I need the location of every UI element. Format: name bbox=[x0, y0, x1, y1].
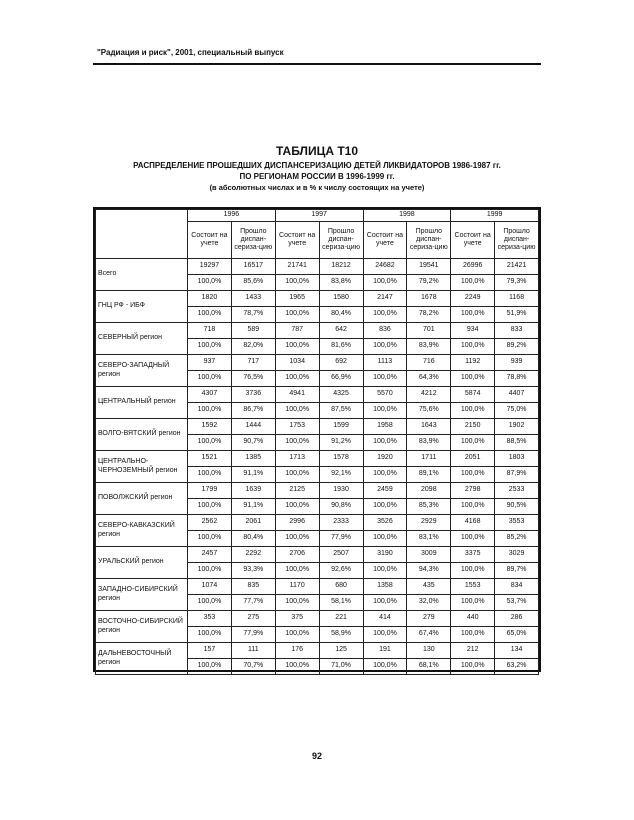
col-registered-header: Состоит на учете bbox=[188, 222, 232, 259]
examined-percent: 83,1% bbox=[407, 531, 451, 547]
examined-count: 2533 bbox=[495, 483, 539, 499]
region-label: ПОВОЛЖСКИЙ регион bbox=[96, 483, 188, 515]
registered-count: 3375 bbox=[451, 547, 495, 563]
examined-percent: 67,4% bbox=[407, 627, 451, 643]
registered-percent: 100,0% bbox=[275, 435, 319, 451]
examined-count: 680 bbox=[319, 579, 363, 595]
examined-count: 1678 bbox=[407, 291, 451, 307]
registered-percent: 100,0% bbox=[188, 275, 232, 291]
examined-percent: 80,4% bbox=[319, 307, 363, 323]
registered-count: 1753 bbox=[275, 419, 319, 435]
registered-percent: 100,0% bbox=[363, 563, 407, 579]
registered-count: 3190 bbox=[363, 547, 407, 563]
table-row-absolute bbox=[96, 483, 539, 499]
examined-percent: 94,3% bbox=[407, 563, 451, 579]
examined-percent: 89,1% bbox=[407, 467, 451, 483]
registered-count: 5570 bbox=[363, 387, 407, 403]
examined-count: 1168 bbox=[495, 291, 539, 307]
examined-count: 435 bbox=[407, 579, 451, 595]
examined-count: 3736 bbox=[231, 387, 275, 403]
examined-percent: 78,8% bbox=[495, 371, 539, 387]
registered-percent: 100,0% bbox=[363, 595, 407, 611]
examined-count: 286 bbox=[495, 611, 539, 627]
col-registered-header: Состоит на учете bbox=[451, 222, 495, 259]
registered-percent: 100,0% bbox=[451, 275, 495, 291]
table-body bbox=[96, 259, 539, 675]
region-header-cell bbox=[96, 210, 188, 259]
registered-percent: 100,0% bbox=[188, 371, 232, 387]
registered-count: 1074 bbox=[188, 579, 232, 595]
examined-count: 1639 bbox=[231, 483, 275, 499]
examined-percent: 32,0% bbox=[407, 595, 451, 611]
registered-count: 1713 bbox=[275, 451, 319, 467]
examined-count: 130 bbox=[407, 643, 451, 659]
examined-percent: 85,2% bbox=[495, 531, 539, 547]
registered-count: 937 bbox=[188, 355, 232, 371]
examined-percent: 78,7% bbox=[231, 307, 275, 323]
registered-count: 1553 bbox=[451, 579, 495, 595]
examined-count: 1930 bbox=[319, 483, 363, 499]
registered-count: 1920 bbox=[363, 451, 407, 467]
year-header: 1998 bbox=[363, 210, 451, 222]
region-label: СЕВЕРО-ЗАПАДНЫЙ регион bbox=[96, 355, 188, 387]
examined-percent: 83,9% bbox=[407, 435, 451, 451]
table-row-absolute bbox=[96, 291, 539, 307]
registered-count: 26996 bbox=[451, 259, 495, 275]
examined-count: 1711 bbox=[407, 451, 451, 467]
table-row-absolute bbox=[96, 323, 539, 339]
registered-count: 2798 bbox=[451, 483, 495, 499]
examined-count: 3553 bbox=[495, 515, 539, 531]
registered-percent: 100,0% bbox=[275, 275, 319, 291]
examined-percent: 91,2% bbox=[319, 435, 363, 451]
registered-count: 2459 bbox=[363, 483, 407, 499]
registered-percent: 100,0% bbox=[188, 307, 232, 323]
registered-percent: 100,0% bbox=[451, 627, 495, 643]
col-examined-header: Прошло диспан-сериза-цию bbox=[231, 222, 275, 259]
registered-percent: 100,0% bbox=[188, 339, 232, 355]
examined-count: 1902 bbox=[495, 419, 539, 435]
registered-count: 4307 bbox=[188, 387, 232, 403]
registered-percent: 100,0% bbox=[363, 531, 407, 547]
registered-count: 1192 bbox=[451, 355, 495, 371]
examined-percent: 77,9% bbox=[319, 531, 363, 547]
examined-percent: 70,7% bbox=[231, 659, 275, 675]
region-label: Всего bbox=[96, 259, 188, 291]
examined-count: 835 bbox=[231, 579, 275, 595]
registered-percent: 100,0% bbox=[275, 499, 319, 515]
registered-count: 4941 bbox=[275, 387, 319, 403]
registered-percent: 100,0% bbox=[363, 339, 407, 355]
registered-count: 1113 bbox=[363, 355, 407, 371]
registered-count: 2125 bbox=[275, 483, 319, 499]
registered-count: 2562 bbox=[188, 515, 232, 531]
examined-count: 1580 bbox=[319, 291, 363, 307]
registered-count: 1592 bbox=[188, 419, 232, 435]
registered-percent: 100,0% bbox=[275, 403, 319, 419]
region-label: ЦЕНТРАЛЬНЫЙ регион bbox=[96, 387, 188, 419]
region-label: ВОСТОЧНО-СИБИРСКИЙ регион bbox=[96, 611, 188, 643]
registered-percent: 100,0% bbox=[188, 595, 232, 611]
table-row-absolute bbox=[96, 451, 539, 467]
registered-count: 24682 bbox=[363, 259, 407, 275]
examined-percent: 87,9% bbox=[495, 467, 539, 483]
registered-percent: 100,0% bbox=[363, 627, 407, 643]
region-label: ВОЛГО-ВЯТСКИЙ регион bbox=[96, 419, 188, 451]
registered-percent: 100,0% bbox=[188, 403, 232, 419]
registered-percent: 100,0% bbox=[188, 563, 232, 579]
registered-count: 2150 bbox=[451, 419, 495, 435]
registered-count: 2051 bbox=[451, 451, 495, 467]
registered-count: 2457 bbox=[188, 547, 232, 563]
table-row-absolute bbox=[96, 259, 539, 275]
table-number-title: ТАБЛИЦА T10 bbox=[275, 144, 359, 158]
examined-count: 3009 bbox=[407, 547, 451, 563]
registered-percent: 100,0% bbox=[451, 371, 495, 387]
table-title-line-2: ПО РЕГИОНАМ РОССИИ В 1996-1999 гг. bbox=[239, 172, 395, 181]
registered-count: 3526 bbox=[363, 515, 407, 531]
examined-count: 125 bbox=[319, 643, 363, 659]
col-registered-header: Состоит на учете bbox=[275, 222, 319, 259]
registered-percent: 100,0% bbox=[363, 371, 407, 387]
table-row-absolute bbox=[96, 387, 539, 403]
registered-count: 375 bbox=[275, 611, 319, 627]
registered-percent: 100,0% bbox=[363, 467, 407, 483]
registered-count: 212 bbox=[451, 643, 495, 659]
registered-percent: 100,0% bbox=[451, 339, 495, 355]
table-row-absolute bbox=[96, 355, 539, 371]
examined-percent: 85,3% bbox=[407, 499, 451, 515]
registered-count: 157 bbox=[188, 643, 232, 659]
examined-percent: 92,6% bbox=[319, 563, 363, 579]
registered-count: 19297 bbox=[188, 259, 232, 275]
registered-count: 21741 bbox=[275, 259, 319, 275]
examined-percent: 92,1% bbox=[319, 467, 363, 483]
registered-percent: 100,0% bbox=[275, 467, 319, 483]
examined-count: 18212 bbox=[319, 259, 363, 275]
examined-percent: 89,2% bbox=[495, 339, 539, 355]
examined-percent: 58,1% bbox=[319, 595, 363, 611]
examined-percent: 83,8% bbox=[319, 275, 363, 291]
registered-count: 1820 bbox=[188, 291, 232, 307]
table-row-absolute bbox=[96, 547, 539, 563]
col-examined-header: Прошло диспан-сериза-цию bbox=[407, 222, 451, 259]
registered-count: 718 bbox=[188, 323, 232, 339]
examined-percent: 63,2% bbox=[495, 659, 539, 675]
registered-percent: 100,0% bbox=[275, 595, 319, 611]
registered-count: 414 bbox=[363, 611, 407, 627]
examined-count: 134 bbox=[495, 643, 539, 659]
examined-percent: 68,1% bbox=[407, 659, 451, 675]
registered-count: 176 bbox=[275, 643, 319, 659]
examined-percent: 86,7% bbox=[231, 403, 275, 419]
registered-percent: 100,0% bbox=[188, 531, 232, 547]
examined-percent: 66,9% bbox=[319, 371, 363, 387]
examined-count: 2292 bbox=[231, 547, 275, 563]
examined-count: 275 bbox=[231, 611, 275, 627]
registered-percent: 100,0% bbox=[188, 499, 232, 515]
examined-count: 701 bbox=[407, 323, 451, 339]
examined-percent: 91,1% bbox=[231, 467, 275, 483]
registered-count: 2249 bbox=[451, 291, 495, 307]
examined-count: 1385 bbox=[231, 451, 275, 467]
examined-count: 111 bbox=[231, 643, 275, 659]
region-label: СЕВЕРНЫЙ регион bbox=[96, 323, 188, 355]
examined-percent: 82,0% bbox=[231, 339, 275, 355]
registered-percent: 100,0% bbox=[363, 275, 407, 291]
registered-count: 1958 bbox=[363, 419, 407, 435]
examined-count: 2098 bbox=[407, 483, 451, 499]
table-row-absolute bbox=[96, 643, 539, 659]
examined-percent: 85,6% bbox=[231, 275, 275, 291]
examined-percent: 75,0% bbox=[495, 403, 539, 419]
registered-percent: 100,0% bbox=[188, 435, 232, 451]
examined-count: 21421 bbox=[495, 259, 539, 275]
examined-count: 2507 bbox=[319, 547, 363, 563]
registered-percent: 100,0% bbox=[275, 339, 319, 355]
examined-count: 2333 bbox=[319, 515, 363, 531]
col-registered-header: Состоит на учете bbox=[363, 222, 407, 259]
registered-count: 787 bbox=[275, 323, 319, 339]
registered-count: 1965 bbox=[275, 291, 319, 307]
registered-count: 1521 bbox=[188, 451, 232, 467]
registered-count: 353 bbox=[188, 611, 232, 627]
registered-percent: 100,0% bbox=[451, 403, 495, 419]
examined-percent: 71,0% bbox=[319, 659, 363, 675]
examined-percent: 51,9% bbox=[495, 307, 539, 323]
examined-count: 16517 bbox=[231, 259, 275, 275]
examined-percent: 53,7% bbox=[495, 595, 539, 611]
examined-count: 19541 bbox=[407, 259, 451, 275]
registered-percent: 100,0% bbox=[451, 531, 495, 547]
year-header: 1997 bbox=[275, 210, 363, 222]
registered-percent: 100,0% bbox=[363, 499, 407, 515]
examined-count: 279 bbox=[407, 611, 451, 627]
examined-percent: 93,3% bbox=[231, 563, 275, 579]
table-row-absolute bbox=[96, 611, 539, 627]
examined-count: 833 bbox=[495, 323, 539, 339]
examined-count: 221 bbox=[319, 611, 363, 627]
registered-percent: 100,0% bbox=[363, 403, 407, 419]
year-header: 1999 bbox=[451, 210, 539, 222]
region-label: УРАЛЬСКИЙ регион bbox=[96, 547, 188, 579]
registered-percent: 100,0% bbox=[275, 307, 319, 323]
examined-percent: 89,7% bbox=[495, 563, 539, 579]
examined-percent: 75,6% bbox=[407, 403, 451, 419]
registered-count: 1358 bbox=[363, 579, 407, 595]
col-examined-header: Прошло диспан-сериза-цию bbox=[319, 222, 363, 259]
examined-count: 1643 bbox=[407, 419, 451, 435]
registered-count: 1170 bbox=[275, 579, 319, 595]
registered-count: 1034 bbox=[275, 355, 319, 371]
year-header: 1996 bbox=[188, 210, 276, 222]
col-examined-header: Прошло диспан-сериза-цию bbox=[495, 222, 539, 259]
examined-percent: 65,0% bbox=[495, 627, 539, 643]
examined-count: 642 bbox=[319, 323, 363, 339]
examined-percent: 77,7% bbox=[231, 595, 275, 611]
region-label: ЗАПАДНО-СИБИРСКИЙ регион bbox=[96, 579, 188, 611]
registered-count: 2996 bbox=[275, 515, 319, 531]
examined-count: 2929 bbox=[407, 515, 451, 531]
registered-percent: 100,0% bbox=[275, 531, 319, 547]
examined-count: 4212 bbox=[407, 387, 451, 403]
examined-percent: 90,7% bbox=[231, 435, 275, 451]
registered-count: 191 bbox=[363, 643, 407, 659]
table-row-absolute bbox=[96, 579, 539, 595]
examined-count: 939 bbox=[495, 355, 539, 371]
region-label: ДАЛЬНЕВОСТОЧНЫЙ регион bbox=[96, 643, 188, 675]
examined-percent: 91,1% bbox=[231, 499, 275, 515]
examined-percent: 58,9% bbox=[319, 627, 363, 643]
region-label: ГНЦ РФ - ИБФ bbox=[96, 291, 188, 323]
registered-percent: 100,0% bbox=[275, 627, 319, 643]
registered-percent: 100,0% bbox=[188, 659, 232, 675]
registered-count: 836 bbox=[363, 323, 407, 339]
examined-percent: 76,5% bbox=[231, 371, 275, 387]
examined-count: 834 bbox=[495, 579, 539, 595]
table-row-absolute bbox=[96, 419, 539, 435]
region-label: ЦЕНТРАЛЬНО-ЧЕРНОЗЕМНЫЙ регион bbox=[96, 451, 188, 483]
examined-count: 1599 bbox=[319, 419, 363, 435]
registered-percent: 100,0% bbox=[188, 467, 232, 483]
table-row-absolute bbox=[96, 515, 539, 531]
examined-percent: 83,9% bbox=[407, 339, 451, 355]
running-head: "Радиация и риск", 2001, специальный выпуск bbox=[97, 48, 284, 57]
examined-percent: 79,2% bbox=[407, 275, 451, 291]
examined-count: 717 bbox=[231, 355, 275, 371]
examined-percent: 80,4% bbox=[231, 531, 275, 547]
examined-count: 1444 bbox=[231, 419, 275, 435]
examined-count: 692 bbox=[319, 355, 363, 371]
examined-count: 3029 bbox=[495, 547, 539, 563]
region-label: СЕВЕРО-КАВКАЗСКИЙ регион bbox=[96, 515, 188, 547]
examined-percent: 79,3% bbox=[495, 275, 539, 291]
examined-count: 4325 bbox=[319, 387, 363, 403]
registered-percent: 100,0% bbox=[451, 467, 495, 483]
examined-count: 1433 bbox=[231, 291, 275, 307]
registered-count: 4168 bbox=[451, 515, 495, 531]
page-number: 92 bbox=[311, 751, 322, 761]
examined-count: 1803 bbox=[495, 451, 539, 467]
registered-percent: 100,0% bbox=[275, 659, 319, 675]
registered-percent: 100,0% bbox=[188, 627, 232, 643]
examined-percent: 81,6% bbox=[319, 339, 363, 355]
examined-count: 1578 bbox=[319, 451, 363, 467]
examined-count: 716 bbox=[407, 355, 451, 371]
examined-percent: 88,5% bbox=[495, 435, 539, 451]
registered-count: 2147 bbox=[363, 291, 407, 307]
examined-percent: 64,3% bbox=[407, 371, 451, 387]
examined-percent: 90,8% bbox=[319, 499, 363, 515]
header-rule bbox=[93, 63, 541, 65]
registered-percent: 100,0% bbox=[451, 659, 495, 675]
registered-count: 934 bbox=[451, 323, 495, 339]
table-subtitle: (в абсолютных числах и в % к числу состоящих на учете) bbox=[209, 183, 425, 192]
registered-percent: 100,0% bbox=[275, 563, 319, 579]
registered-percent: 100,0% bbox=[363, 435, 407, 451]
examined-percent: 90,5% bbox=[495, 499, 539, 515]
examined-count: 4407 bbox=[495, 387, 539, 403]
examined-percent: 78,2% bbox=[407, 307, 451, 323]
data-table bbox=[95, 209, 539, 675]
registered-count: 2706 bbox=[275, 547, 319, 563]
examined-percent: 77,9% bbox=[231, 627, 275, 643]
registered-percent: 100,0% bbox=[451, 307, 495, 323]
registered-percent: 100,0% bbox=[363, 659, 407, 675]
table-title-line-1: РАСПРЕДЕЛЕНИЕ ПРОШЕДШИХ ДИСПАНСЕРИЗАЦИЮ ДЕТЕЙ ЛИКВИДАТОРОВ 1986-1987 гг. bbox=[133, 161, 501, 170]
examined-count: 589 bbox=[231, 323, 275, 339]
examined-count: 2061 bbox=[231, 515, 275, 531]
registered-count: 440 bbox=[451, 611, 495, 627]
registered-count: 5874 bbox=[451, 387, 495, 403]
registered-percent: 100,0% bbox=[451, 435, 495, 451]
registered-percent: 100,0% bbox=[451, 595, 495, 611]
registered-count: 1799 bbox=[188, 483, 232, 499]
registered-percent: 100,0% bbox=[451, 499, 495, 515]
registered-percent: 100,0% bbox=[363, 307, 407, 323]
registered-percent: 100,0% bbox=[451, 563, 495, 579]
registered-percent: 100,0% bbox=[275, 371, 319, 387]
examined-percent: 87,5% bbox=[319, 403, 363, 419]
